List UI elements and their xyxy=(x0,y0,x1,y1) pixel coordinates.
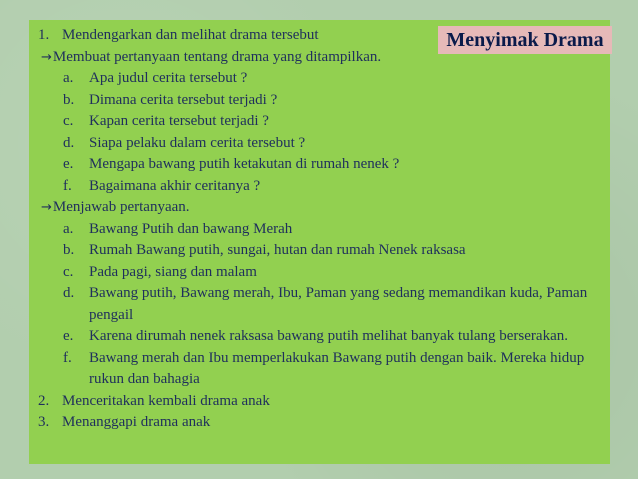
list-item-text: Mengapa bawang putih ketakutan di rumah nenek ? xyxy=(89,156,400,172)
list-item-number: 3. xyxy=(38,414,50,430)
list-item-number: b. xyxy=(63,242,75,258)
numbered-list-item xyxy=(38,412,608,434)
sub-list-item xyxy=(38,176,608,198)
list-item-number: b. xyxy=(63,91,75,108)
arrow-list-item xyxy=(38,197,608,219)
arrow-icon: → xyxy=(41,200,52,215)
list-item-text: Kapan cerita tersebut terjadi ? xyxy=(89,113,269,129)
list-item-text: Menceritakan kembali drama anak xyxy=(62,392,270,409)
sub-list-item xyxy=(38,219,608,241)
list-item-number: 2. xyxy=(38,392,50,409)
list-item-text: Bawang Putih dan bawang Merah xyxy=(89,220,293,237)
list-item-text: Siapa pelaku dalam cerita tersebut ? xyxy=(89,134,306,151)
arrow-list-item xyxy=(38,47,608,69)
arrow-icon: → xyxy=(41,49,52,65)
list-item-number: e. xyxy=(63,156,74,172)
list-item-text: Bagaimana akhir ceritanya ? xyxy=(89,177,261,194)
list-item-number: 1. xyxy=(38,27,50,43)
list-item-text: Apa judul cerita tersebut ? xyxy=(89,70,248,86)
numbered-list-item xyxy=(38,25,608,47)
list-item-number: e. xyxy=(63,328,74,344)
list-item-text: Mendengarkan dan melihat drama tersebut xyxy=(62,27,319,43)
list-item-number: f. xyxy=(63,349,72,366)
sub-list-item xyxy=(38,68,608,90)
list-item-number: f. xyxy=(63,177,72,194)
list-item-number: c. xyxy=(63,113,74,129)
sub-list-item xyxy=(38,348,608,391)
list-item-number: d. xyxy=(63,134,75,151)
list-item-text: Bawang merah dan Ibu memperlakukan Bawang putih dengan baik. Mereka hidup rukun dan bahagia xyxy=(89,349,585,387)
sub-list-item xyxy=(38,90,608,112)
sub-list-item xyxy=(38,326,608,348)
list-item-text: Pada pagi, siang dan malam xyxy=(89,263,257,280)
sub-list-item xyxy=(38,240,608,262)
list-item-text: Rumah Bawang putih, sungai, hutan dan rumah Nenek raksasa xyxy=(89,242,466,258)
slide-title: Menyimak Drama xyxy=(438,26,612,54)
sub-list-item xyxy=(38,262,608,284)
list-item-text: Membuat pertanyaan tentang drama yang ditampilkan. xyxy=(52,48,382,65)
numbered-list-item xyxy=(38,391,608,413)
list-item-number: a. xyxy=(63,70,74,86)
sub-list-item xyxy=(38,111,608,133)
sub-list-item xyxy=(38,283,608,326)
list-item-number: a. xyxy=(63,220,74,237)
list-item-text: Bawang putih, Bawang merah, Ibu, Paman yang sedang memandikan kuda, Paman pengail xyxy=(89,285,588,323)
list-item-text: Menjawab pertanyaan. xyxy=(52,199,190,215)
list-item-number: d. xyxy=(63,285,75,301)
list-item-number: c. xyxy=(63,263,74,280)
sub-list-item xyxy=(38,133,608,155)
list-item-text: Dimana cerita tersebut terjadi ? xyxy=(89,91,278,108)
content-list xyxy=(38,25,608,434)
list-item-text: Menanggapi drama anak xyxy=(62,414,211,430)
sub-list-item xyxy=(38,154,608,176)
list-item-text: Karena dirumah nenek raksasa bawang putih melihat banyak tulang berserakan. xyxy=(89,328,568,344)
